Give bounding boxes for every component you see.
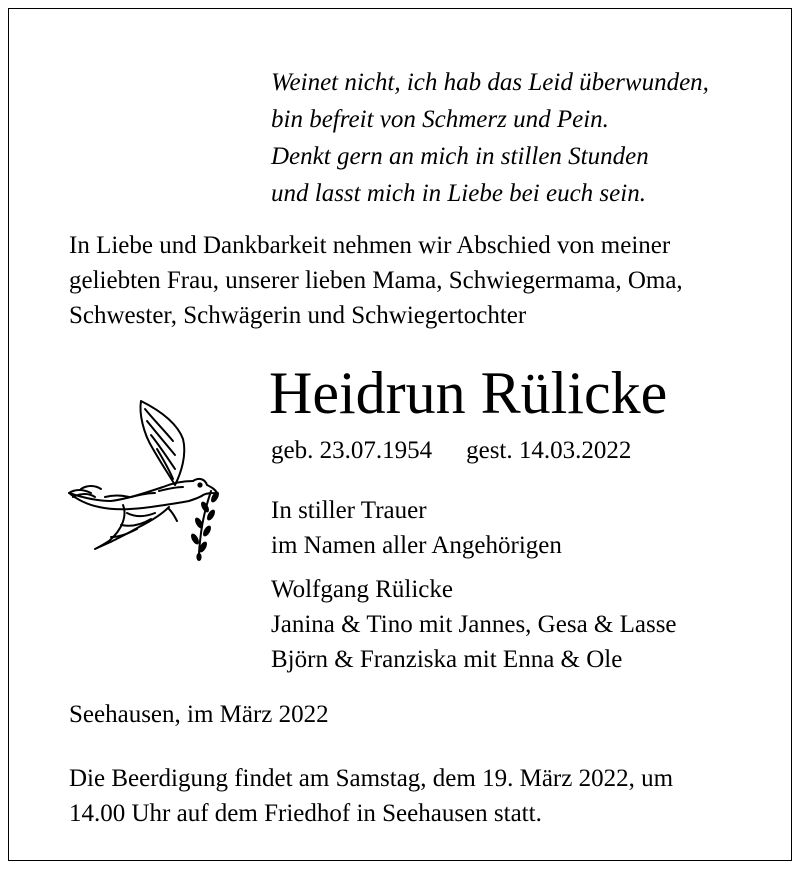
family-member: Wolfgang Rülicke bbox=[271, 576, 453, 603]
intro-line: In Liebe und Dankbarkeit nehmen wir Abschied von meiner bbox=[69, 232, 671, 259]
mourning-line: im Namen aller Angehörigen bbox=[271, 532, 562, 559]
intro-line: geliebten Frau, unserer lieben Mama, Schwiegermama, Oma, bbox=[69, 267, 683, 294]
intro-line: Schwester, Schwägerin und Schwiegertochter bbox=[69, 302, 527, 329]
place-and-date: Seehausen, im März 2022 bbox=[69, 701, 329, 728]
obituary-frame bbox=[8, 8, 792, 861]
family-member: Janina & Tino mit Jannes, Gesa & Lasse bbox=[271, 611, 677, 638]
life-dates bbox=[271, 435, 631, 467]
poem-line: Weinet nicht, ich hab das Leid überwunden, bbox=[271, 69, 709, 96]
family-list bbox=[271, 572, 677, 677]
funeral-line: 14.00 Uhr auf dem Friedhof in Seehausen statt. bbox=[69, 800, 542, 827]
death-date: gest. 14.03.2022 bbox=[466, 437, 632, 464]
mourning-line: In stiller Trauer bbox=[271, 497, 427, 524]
intro-text bbox=[69, 228, 759, 333]
mourning-text bbox=[271, 493, 562, 563]
poem bbox=[271, 64, 709, 212]
deceased-name: Heidrun Rülicke bbox=[269, 360, 668, 426]
poem-line: und lasst mich in Liebe bei euch sein. bbox=[271, 180, 646, 207]
family-member: Björn & Franziska mit Enna & Ole bbox=[271, 646, 623, 673]
funeral-line: Die Beerdigung findet am Samstag, dem 19. März 2022, um bbox=[69, 765, 674, 792]
poem-line: Denkt gern an mich in stillen Stunden bbox=[271, 143, 649, 170]
birth-date: geb. 23.07.1954 bbox=[271, 437, 433, 464]
funeral-notice bbox=[69, 761, 673, 831]
dove-with-olive-branch-icon bbox=[65, 393, 237, 561]
poem-line: bin befreit von Schmerz und Pein. bbox=[271, 106, 609, 133]
